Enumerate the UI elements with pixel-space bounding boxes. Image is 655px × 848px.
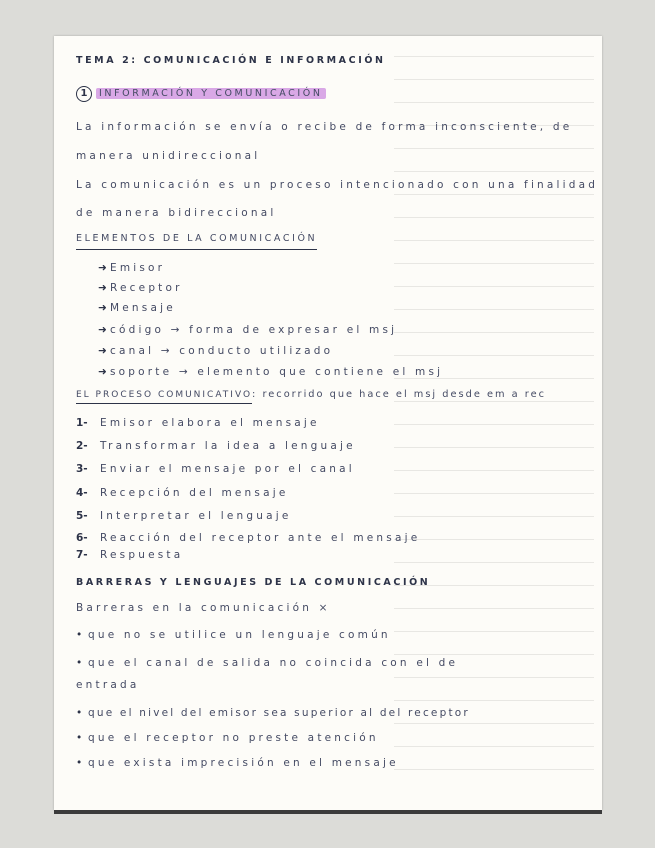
list-item: • que no se utilice un lenguaje común [76,629,391,641]
list-item: 7- Respuesta [76,549,184,561]
arrow-icon: ➜ [98,345,107,357]
proceso-heading-line [76,388,546,402]
notebook-page [54,36,602,810]
list-item: 3- Enviar el mensaje por el canal [76,463,355,475]
text-line: La información se envía o recibe de forma inconsciente, de [76,121,573,133]
page-edge [54,810,602,814]
list-item: ➜ Emisor [98,262,166,274]
bullet-icon: • [76,657,83,669]
text-line: manera unidireccional [76,150,261,162]
list-item: • que el receptor no preste atención [76,732,379,744]
text-line: de manera bidireccional [76,207,277,219]
bullet-icon: • [76,757,83,769]
section-1-heading [76,86,326,102]
arrow-icon: ➜ [98,262,107,274]
bullet-icon: • [76,629,83,641]
list-item: ➜ Receptor [98,282,183,294]
list-item: ➜ canal → conducto utilizado [98,345,334,357]
arrow-icon: ➜ [98,366,107,378]
list-item: 2- Transformar la idea a lenguaje [76,440,356,452]
list-item: • que el canal de salida no coincida con el de [76,657,459,669]
bullet-icon: • [76,707,83,719]
barreras-heading: BARRERAS Y LENGUAJES DE LA COMUNICACIÓN [76,577,431,588]
list-item: • que exista imprecisión en el mensaje [76,757,399,769]
list-item: 5- Interpretar el lenguaje [76,510,292,522]
list-item: 6- Reacción del receptor ante el mensaje [76,532,421,544]
proceso-heading: EL PROCESO COMUNICATIVO [76,390,252,404]
section-number-badge: 1 [76,86,92,102]
proceso-definition: : recorrido que hace el msj desde em a rec [252,389,547,400]
section-1-title: INFORMACIÓN Y COMUNICACIÓN [96,88,326,99]
list-item: ➜ soporte → elemento que contiene el msj [98,366,444,378]
list-item: 4- Recepción del mensaje [76,487,289,499]
text-line: La comunicación es un proceso intencionado con una finalidad [76,179,599,191]
arrow-icon: ➜ [98,282,107,294]
bullet-icon: • [76,732,83,744]
list-item: ➜ código → forma de expresar el msj [98,324,398,336]
list-item: ➜ Mensaje [98,302,176,314]
elementos-heading: ELEMENTOS DE LA COMUNICACIÓN [76,232,317,250]
list-item: • que el nivel del emisor sea superior al del receptor [76,707,470,719]
arrow-icon: ➜ [98,324,107,336]
bleed-through-lines [394,56,594,796]
list-item: 1- Emisor elabora el mensaje [76,417,320,429]
arrow-icon: ➜ [98,302,107,314]
page-title: TEMA 2: COMUNICACIÓN E INFORMACIÓN [76,55,386,66]
barreras-subheading: Barreras en la comunicación × [76,602,331,614]
list-item-continuation: entrada [76,679,140,691]
